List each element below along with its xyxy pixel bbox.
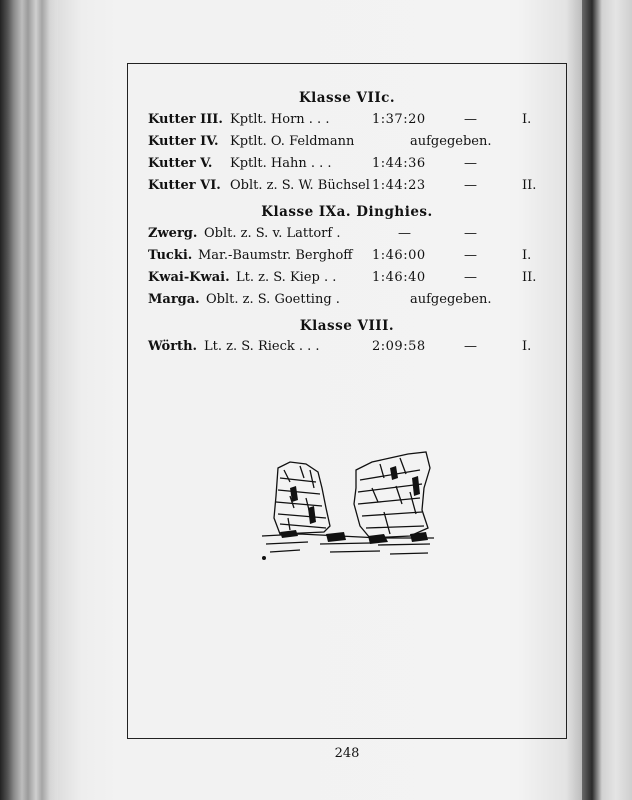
- helmsman: Kptlt. O. Feldmann: [230, 134, 355, 149]
- rock-cliff-illustration: [260, 448, 436, 566]
- boat-name: Kutter VI.: [148, 178, 221, 193]
- boat-name: Kutter III.: [148, 112, 223, 127]
- finish-time: 1:46:00: [372, 248, 426, 263]
- page-number: 248: [334, 746, 360, 761]
- helmsman: Oblt. z. S. v. Lattorf .: [204, 226, 341, 241]
- placing: II.: [522, 270, 537, 285]
- result-row: [148, 156, 548, 174]
- helmsman: Oblt. z. S. Goetting .: [206, 292, 340, 307]
- book-spine-edges: [0, 0, 62, 800]
- boat-name: Marga.: [148, 292, 200, 307]
- result-row: [148, 248, 548, 266]
- placing: I.: [522, 339, 532, 354]
- placing: II.: [522, 178, 537, 193]
- finish-time: 1:44:36: [372, 156, 426, 171]
- dash: —: [464, 339, 477, 354]
- section-heading-klasse-ixa: Klasse IXa. Dinghies.: [261, 204, 433, 220]
- dash: —: [464, 178, 477, 193]
- dash: —: [464, 248, 477, 263]
- finish-time: 1:46:40: [372, 270, 426, 285]
- dash: —: [464, 112, 477, 127]
- result-row: [148, 178, 548, 196]
- finish-status: aufgegeben.: [410, 292, 492, 307]
- boat-name: Kwai-Kwai.: [148, 270, 230, 285]
- finish-time: 2:09:58: [372, 339, 426, 354]
- helmsman: Mar.-Baumstr. Berghoff: [198, 248, 353, 263]
- finish-time: 1:37:20: [372, 112, 426, 127]
- dash: —: [464, 156, 477, 171]
- facing-page-edge: [582, 0, 632, 800]
- dash: —: [464, 226, 477, 241]
- finish-time: 1:44:23: [372, 178, 426, 193]
- helmsman: Lt. z. S. Rieck . . .: [204, 339, 320, 354]
- dash: —: [464, 270, 477, 285]
- boat-name: Wörth.: [148, 339, 198, 354]
- result-row: [148, 134, 548, 152]
- helmsman: Kptlt. Hahn . . .: [230, 156, 332, 171]
- helmsman: Lt. z. S. Kiep . .: [236, 270, 337, 285]
- finish-time: —: [398, 226, 412, 241]
- result-row: [148, 112, 548, 130]
- section-heading-klasse-viii: Klasse VIII.: [299, 318, 395, 334]
- result-row: [148, 339, 548, 357]
- result-row: [148, 226, 548, 244]
- result-row: [148, 292, 548, 310]
- boat-name: Kutter IV.: [148, 134, 219, 149]
- boat-name: Tucki.: [148, 248, 193, 263]
- helmsman: Oblt. z. S. W. Büchsel: [230, 178, 370, 193]
- helmsman: Kptlt. Horn . . .: [230, 112, 330, 127]
- result-row: [148, 270, 548, 288]
- finish-status: aufgegeben.: [410, 134, 492, 149]
- boat-name: Kutter V.: [148, 156, 213, 171]
- placing: I.: [522, 248, 532, 263]
- section-heading-klasse-viic: Klasse VIIc.: [298, 90, 396, 106]
- placing: I.: [522, 112, 532, 127]
- boat-name: Zwerg.: [148, 226, 198, 241]
